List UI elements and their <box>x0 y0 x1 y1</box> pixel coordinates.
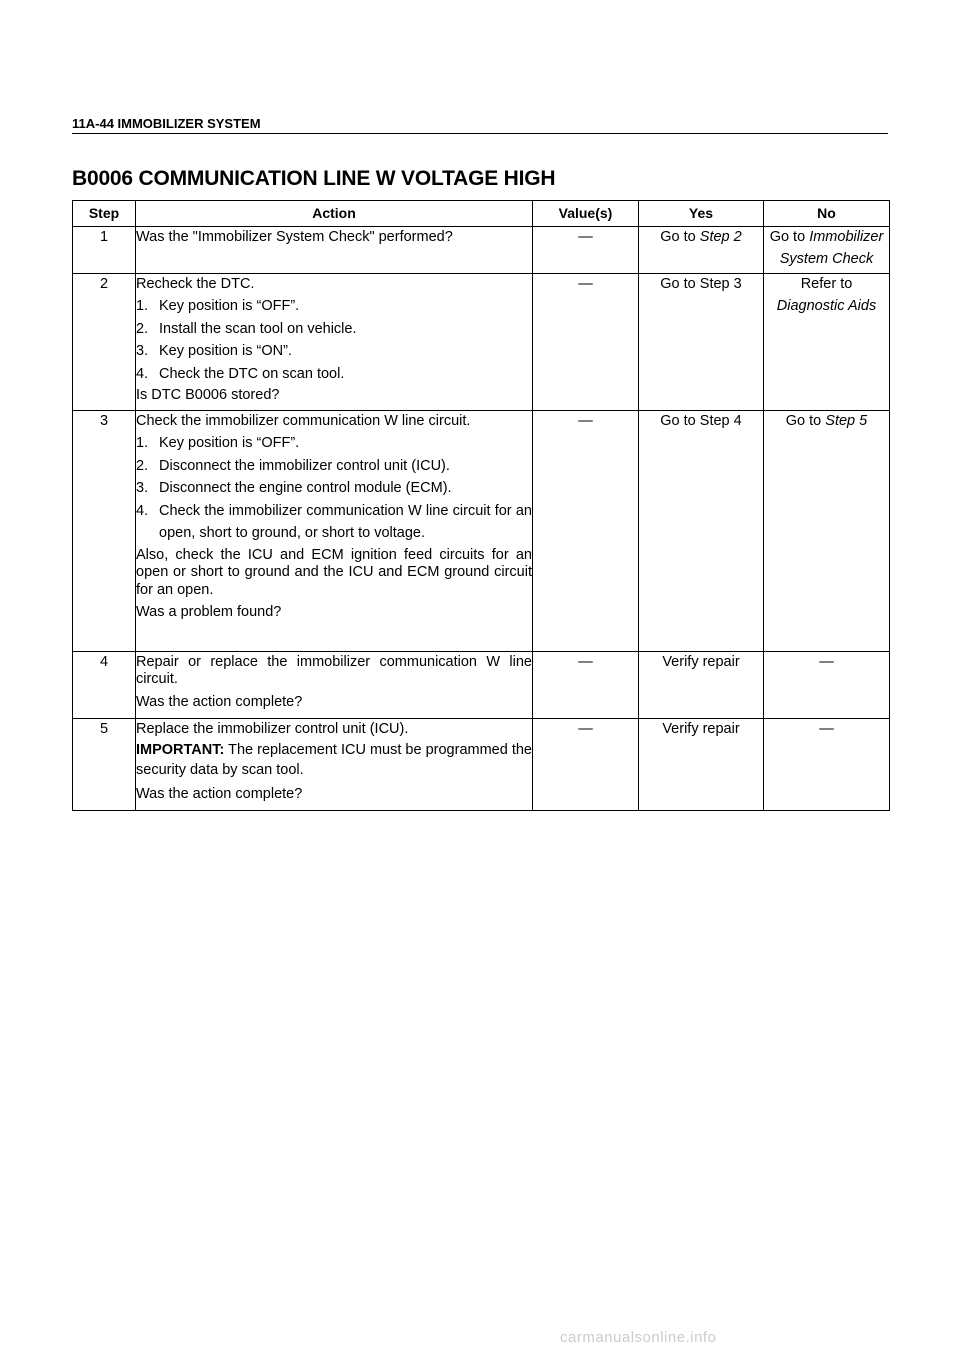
list-item: 3. Key position is “ON”. <box>136 343 292 360</box>
list-item: 4. Check the DTC on scan tool. <box>136 365 345 382</box>
watermark-text: carmanualsonline.info <box>560 1329 717 1346</box>
substep-list <box>136 295 532 385</box>
list-item: 4. Check the immobilizer communication W line circuit for an open, short to ground, or short to voltage. <box>136 502 532 542</box>
action-intro: Check the immobilizer communication W line circuit. <box>136 413 471 429</box>
yes-cell <box>639 719 764 811</box>
no-cell <box>764 652 890 719</box>
step-number: 2 <box>73 274 136 411</box>
action-question: Was the action complete? <box>136 693 303 710</box>
value-dash: — <box>578 276 593 292</box>
page-title: B0006 COMMUNICATION LINE W VOLTAGE HIGH <box>72 167 556 190</box>
no-text: Refer to <box>800 276 853 292</box>
yes-link-step-2: Step 2 <box>699 229 742 245</box>
yes-cell <box>639 411 764 652</box>
important-note <box>136 741 532 780</box>
yes-text: Verify repair <box>662 654 740 670</box>
value-dash: — <box>578 229 593 245</box>
value-cell <box>533 719 639 811</box>
no-link-system-check: System Check <box>779 250 874 267</box>
action-cell <box>136 274 533 411</box>
value-cell <box>533 274 639 411</box>
no-link-immobilizer: Immobilizer <box>809 229 884 245</box>
table-row <box>73 411 890 652</box>
action-text: Was the "Immobilizer System Check" performed? <box>136 229 453 245</box>
no-cell <box>764 411 890 652</box>
list-item: 1. Key position is “OFF”. <box>136 435 300 452</box>
action-question: Is DTC B0006 stored? <box>136 387 280 404</box>
no-dash: — <box>819 721 834 737</box>
column-header-values: Value(s) <box>533 201 639 227</box>
step-number: 4 <box>73 652 136 719</box>
action-question: Was the action complete? <box>136 785 303 802</box>
action-intro: Replace the immobilizer control unit (ICU). <box>136 721 409 737</box>
action-cell <box>136 719 533 811</box>
column-header-action: Action <box>136 201 533 227</box>
list-item: 2. Disconnect the immobilizer control unit (ICU). <box>136 457 450 474</box>
yes-cell <box>639 227 764 274</box>
no-cell <box>764 227 890 274</box>
value-dash: — <box>578 413 593 429</box>
yes-text: Go to Step 4 <box>660 413 742 429</box>
list-item: 2. Install the scan tool on vehicle. <box>136 320 357 337</box>
no-link-step-5: Step 5 <box>825 413 868 429</box>
no-prefix: Go to <box>769 229 810 245</box>
table-row <box>73 227 890 274</box>
column-header-yes: Yes <box>639 201 764 227</box>
page-header: 11A-44 IMMOBILIZER SYSTEM <box>72 116 888 134</box>
substep-list <box>136 432 532 544</box>
value-dash: — <box>578 721 593 737</box>
column-header-step: Step <box>73 201 136 227</box>
action-note: Also, check the ICU and ECM ignition feed circuits for an open or short to ground and the ICU and ECM ground circuit for an open. <box>136 546 532 598</box>
column-header-no: No <box>764 201 890 227</box>
important-label: IMPORTANT: <box>136 742 225 759</box>
value-cell <box>533 411 639 652</box>
action-cell <box>136 652 533 719</box>
list-item: 1. Key position is “OFF”. <box>136 298 300 315</box>
value-cell <box>533 227 639 274</box>
value-dash: — <box>578 654 593 670</box>
yes-cell <box>639 274 764 411</box>
list-item: 3. Disconnect the engine control module (ECM). <box>136 480 452 497</box>
action-intro: Repair or replace the immobilizer communication W line circuit. <box>136 654 532 688</box>
no-cell <box>764 274 890 411</box>
yes-cell <box>639 652 764 719</box>
action-intro: Recheck the DTC. <box>136 276 255 292</box>
step-number: 3 <box>73 411 136 652</box>
diagnostic-table <box>72 200 890 811</box>
yes-prefix: Go to <box>660 229 700 245</box>
no-prefix: Go to <box>785 413 826 429</box>
action-question: Was a problem found? <box>136 603 282 620</box>
yes-text: Go to Step 3 <box>660 276 742 292</box>
step-number: 5 <box>73 719 136 811</box>
action-cell <box>136 411 533 652</box>
step-number: 1 <box>73 227 136 274</box>
yes-text: Verify repair <box>662 721 740 737</box>
no-cell <box>764 719 890 811</box>
table-row <box>73 274 890 411</box>
value-cell <box>533 652 639 719</box>
important-text: The replacement ICU must be programmed the security data by scan tool. <box>136 742 532 778</box>
no-dash: — <box>819 654 834 670</box>
table-row <box>73 719 890 811</box>
no-link-diagnostic-aids: Diagnostic Aids <box>776 297 877 314</box>
action-cell <box>136 227 533 274</box>
table-header-row <box>73 201 890 227</box>
table-row <box>73 652 890 719</box>
